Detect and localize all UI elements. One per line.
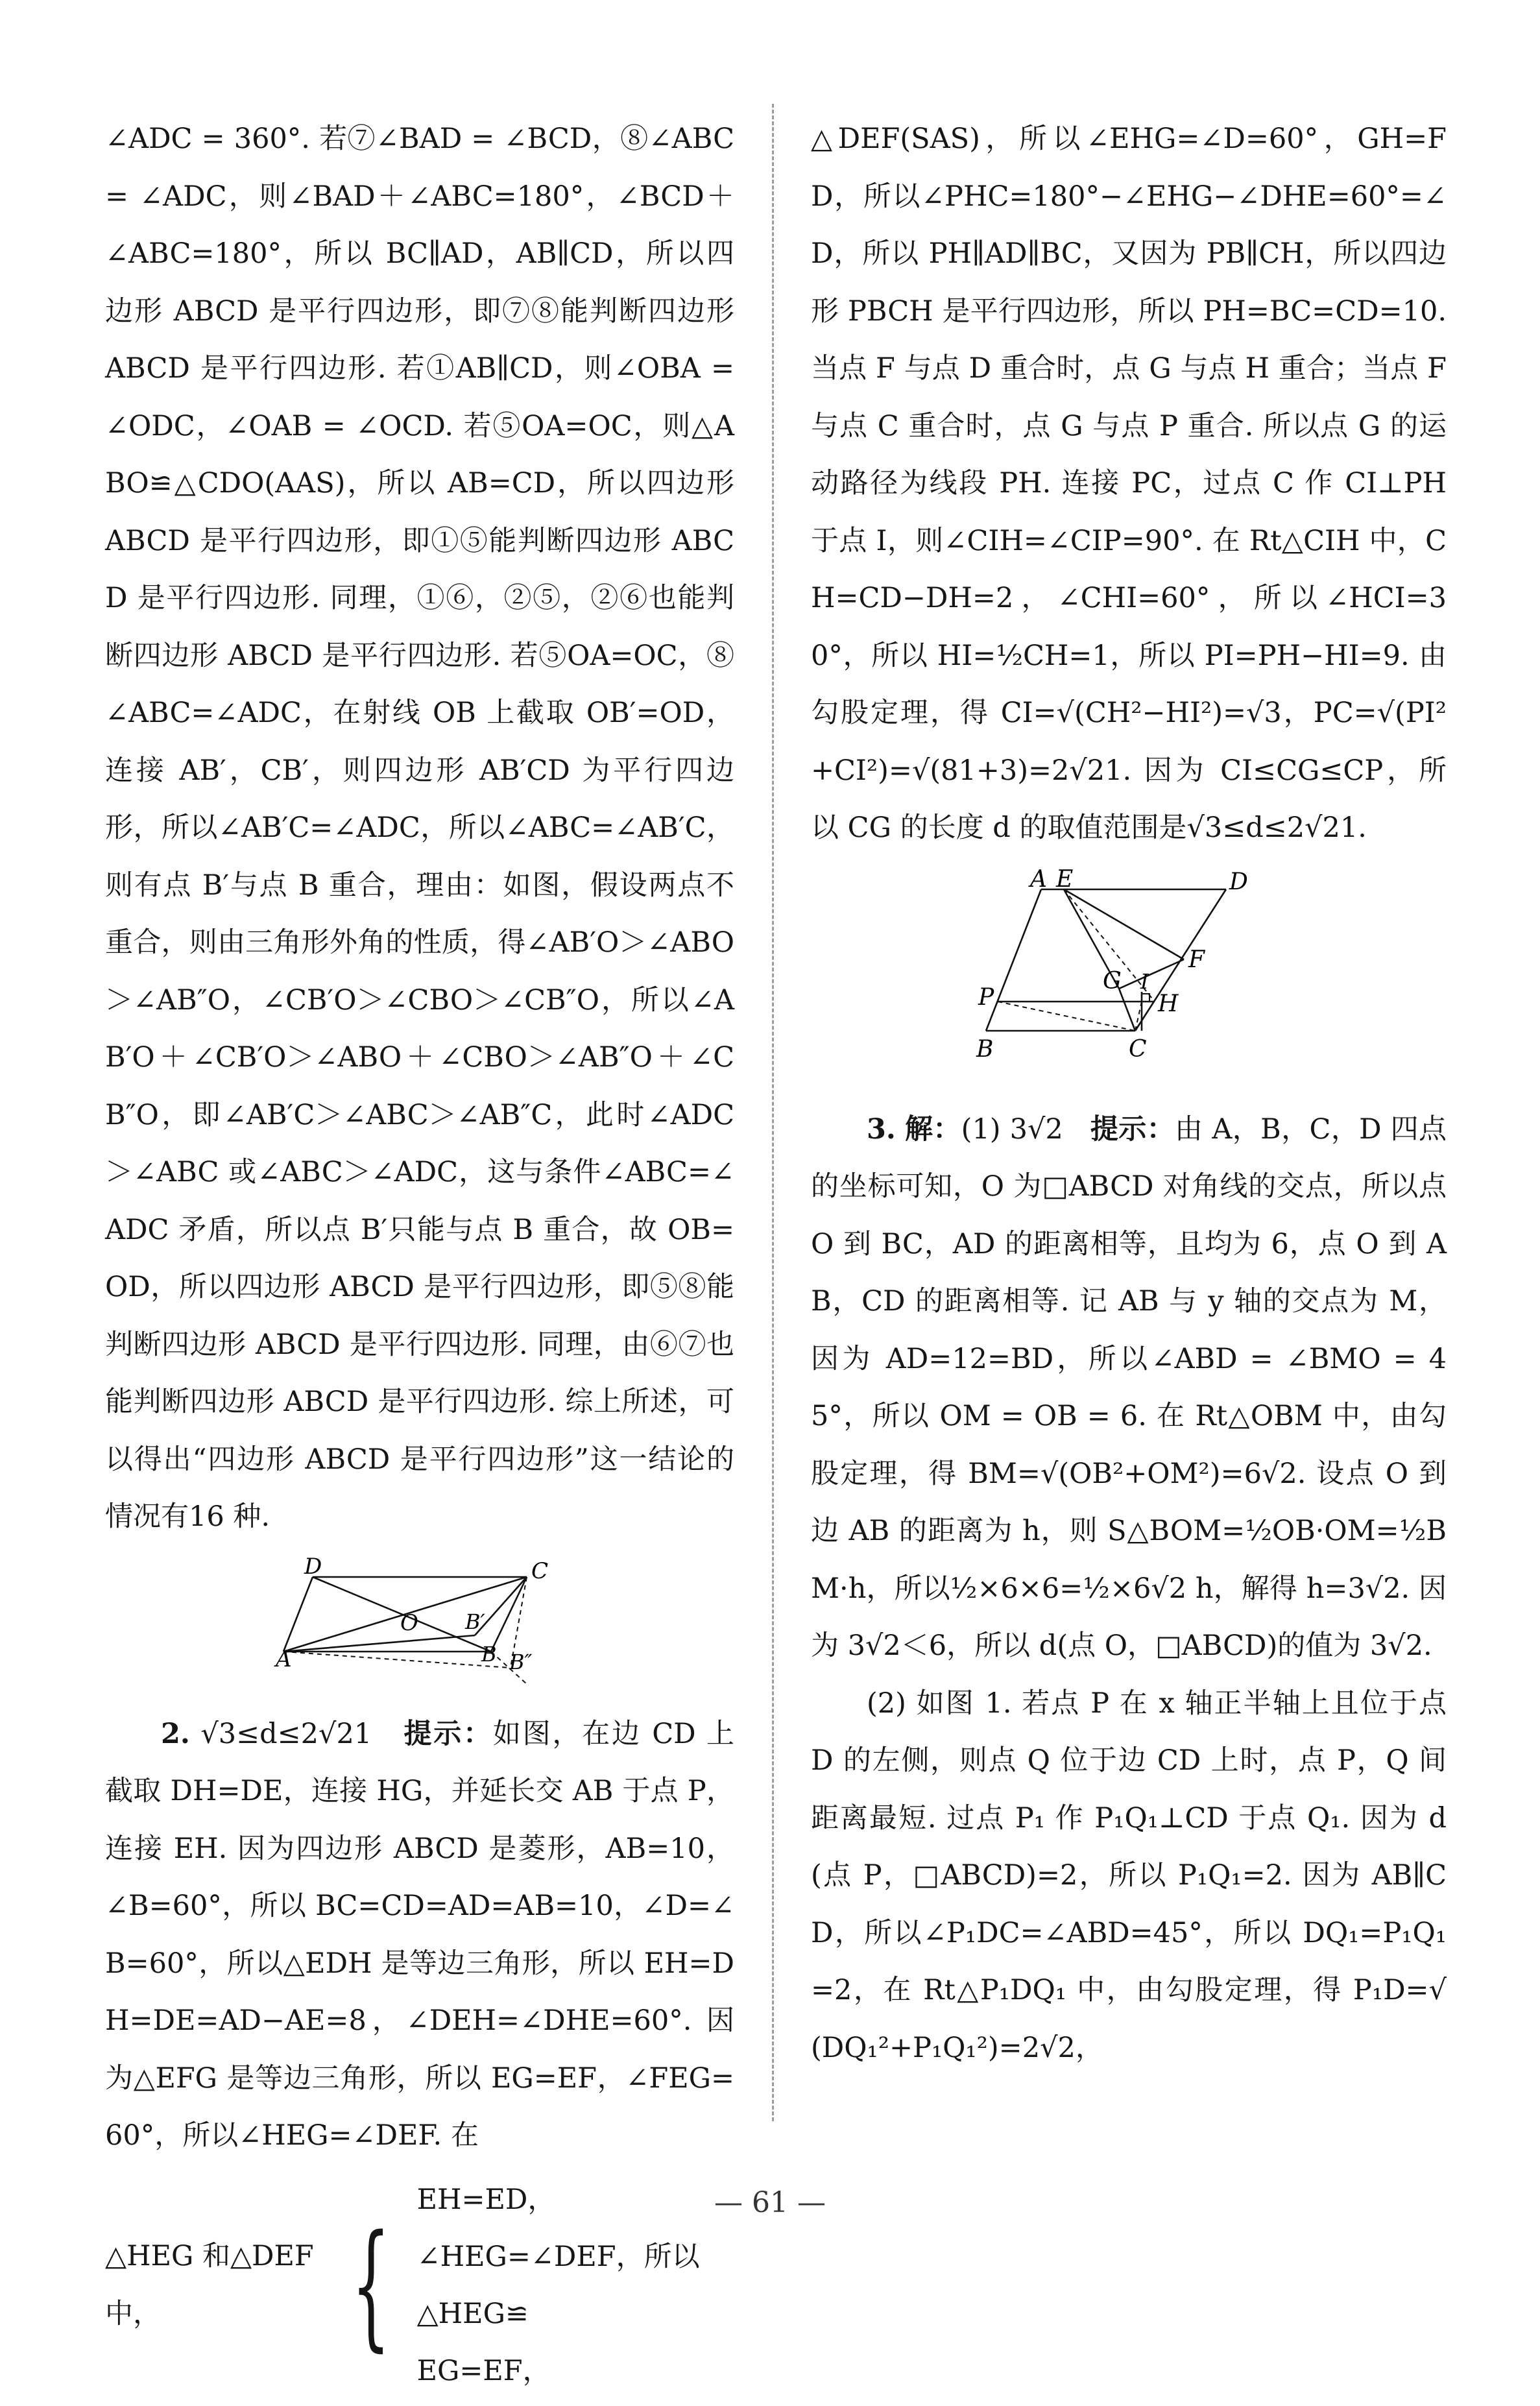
question-3-solve-label: 解： <box>904 1113 961 1146</box>
fig2-label-B: B <box>976 1035 994 1063</box>
right-paragraph-1: △DEF(SAS)，所以∠EHG=∠D=60°，GH=FD，所以∠PHC=180°−∠EHG−∠DHE=60°=∠D，所以 PH∥AD∥BC，又因为 PB∥CH，所以四边形 PBCH 是平行四边形，所以 PH=BC=CD=10. 当点 F 与点 D 重合时，点 G 与点 H 重合；当点 F 与点 C 重合时，点 G 与点 P 重合. 所以点 G 的运动路径为线段 PH. 连接 PC，过点 C 作 CI⊥PH 于点 I，则∠CIH=∠CIP=90°. 在 Rt△CIH 中，CH=CD−DH=2，∠CHI=60°，所以∠HCI=30°，所以 HI=½CH=1，所以 PI=PH−HI=9. 由勾股定理，得 CI=√(CH²−HI²)=√3，PC=√(PI²+CI²)=√(81+3)=2√21. 因为 CI≤CG≤CP，所以 CG 的长度 d 的取值范围是√3≤d≤2√21. <box>811 123 1447 844</box>
fig2-label-H: H <box>1158 990 1179 1017</box>
fig1-label-B-double-prime: B″ <box>509 1649 533 1674</box>
question-2 <box>105 1705 734 2165</box>
left-brace: { <box>351 2205 391 2364</box>
fig1-label-A: A <box>276 1646 292 1672</box>
right-column <box>811 110 1447 2076</box>
fig1-label-D: D <box>304 1553 322 1580</box>
system-line-2: ∠HEG=∠DEF，所以△HEG≌ <box>416 2240 700 2330</box>
left-paragraph-1: ∠ADC = 360°. 若⑦∠BAD = ∠BCD，⑧∠ABC = ∠ADC，则∠BAD＋∠ABC=180°，∠BCD＋∠ABC=180°，所以 BC∥AD，AB∥CD，所以四边形 ABCD 是平行四边形，即⑦⑧能判断四边形 ABCD 是平行四边形. 若①AB∥CD，则∠OBA = ∠ODC，∠OAB = ∠OCD. 若⑤OA=OC，则△ABO≌△CDO(AAS)，所以 AB=CD，所以四边形 ABCD 是平行四边形，即①⑤能判断四边形 ABCD 是平行四边形. 同理，①⑥，②⑤，②⑥也能判断四边形 ABCD 是平行四边形. 若⑤OA=OC，⑧∠ABC=∠ADC，在射线 OB 上截取 OB′=OD，连接 AB′，CB′，则四边形 AB′CD 为平行四边形，所以∠AB′C=∠ADC，所以∠ABC=∠AB′C，则有点 B′与点 B 重合，理由：如图，假设两点不重合，则由三角形外角的性质，得∠AB′O＞∠ABO＞∠AB″O，∠CB′O＞∠CBO＞∠CB″O，所以∠AB′O＋∠CB′O＞∠ABO＋∠CBO＞∠AB″O＋∠CB″O，即∠AB′C＞∠ABC＞∠AB″C，此时∠ADC＞∠ABC 或∠ABC＞∠ADC，这与条件∠ABC=∠ADC 矛盾，所以点 B′只能与点 B 重合，故 OB=OD，所以四边形 ABCD 是平行四边形，即⑤⑧能判断四边形 ABCD 是平行四边形. 同理，由⑥⑦也能判断四边形 ABCD 是平行四边形. 综上所述，可以得出“四边形 ABCD 是平行四边形”这一结论的情况有16 种. <box>105 123 734 1533</box>
question-3-number: 3. <box>867 1113 896 1146</box>
fig1-label-O: O <box>400 1609 418 1636</box>
fig1-label-C: C <box>531 1558 549 1584</box>
figure-rhombus-pbch <box>976 865 1278 1083</box>
question-3-hint-label: 提示： <box>1090 1113 1175 1146</box>
fig2-label-I: I <box>1140 968 1149 994</box>
right-angle-mark <box>1142 994 1149 1002</box>
system-line-3: EG=EF， <box>416 2354 551 2387</box>
fig2-label-F: F <box>1188 946 1205 973</box>
right-paragraph-2: (2) 如图 1. 若点 P 在 x 轴正半轴上且位于点 D 的左侧，则点 Q 位于边 CD 上时，点 P，Q 间距离最短. 过点 P₁ 作 P₁Q₁⊥CD 于点 Q₁. 因为 d(点 P，□ABCD)=2，所以 P₁Q₁=2. 因为 AB∥CD，所以∠P₁DC=∠ABD=45°，所以 DQ₁=P₁Q₁=2，在 Rt△P₁DQ₁ 中，由勾股定理，得 P₁D=√(DQ₁²+P₁Q₁²)=2√2， <box>811 1687 1447 2064</box>
fig2-label-E: E <box>1056 865 1074 893</box>
fig2-label-P: P <box>978 983 994 1011</box>
page-number: — 61 — <box>714 2186 826 2219</box>
question-2-number: 2. <box>161 1717 190 1750</box>
question-3-text: 由 A，B，C，D 四点的坐标可知，O 为□ABCD 对角线的交点，所以点 O 到 BC，AD 的距离相等，且均为 6，点 O 到 AB，CD 的距离相等. 记 AB 与 y 轴的交点为 M，因为 AD=12=BD，所以∠ABD = ∠BMO = 45°，所以 OM = OB = 6. 在 Rt△OBM 中，由勾股定理，得 BM=√(OB²+OM²)=6√2. 设点 O 到边 AB 的距离为 h，则 S△BOM=½OB·OM=½BM·h，所以½×6×6=½×6√2 h，解得 h=3√2. 因为 3√2＜6，所以 d(点 O，□ABCD)的值为 3√2. <box>811 1113 1447 1662</box>
question-2-hint-label: 提示： <box>403 1717 493 1750</box>
fig1-label-B: B <box>481 1641 497 1666</box>
fig2-label-G: G <box>1103 967 1122 994</box>
left-column <box>105 110 734 2406</box>
figure-parallelogram-b-prime <box>276 1553 562 1687</box>
system-prefix: △HEG 和△DEF 中， <box>105 2240 314 2330</box>
fig1-label-B-prime: B′ <box>465 1609 485 1634</box>
question-2-answer: √3≤d≤2√21 <box>200 1717 372 1750</box>
fig2-label-A: A <box>1030 865 1047 893</box>
question-3 <box>811 1101 1447 1675</box>
fig2-label-C: C <box>1129 1035 1147 1063</box>
column-divider <box>772 104 774 2121</box>
question-3-part-1-answer: (1) 3√2 <box>961 1113 1063 1146</box>
system-line-1: EH=ED， <box>416 2183 556 2216</box>
question-2-text: 如图，在边 CD 上截取 DH=DE，连接 HG，并延长交 AB 于点 P，连接 EH. 因为四边形 ABCD 是菱形，AB=10，∠B=60°，所以 BC=CD=AD=AB=10，∠D=∠B=60°，所以△EDH 是等边三角形，所以 EH=DH=DE=AD−AE=8，∠DEH=∠DHE=60°. 因为△EFG 是等边三角形，所以 EG=EF，∠FEG=60°，所以∠HEG=∠DEF. 在 <box>105 1717 735 2152</box>
fig2-label-D: D <box>1229 868 1248 895</box>
